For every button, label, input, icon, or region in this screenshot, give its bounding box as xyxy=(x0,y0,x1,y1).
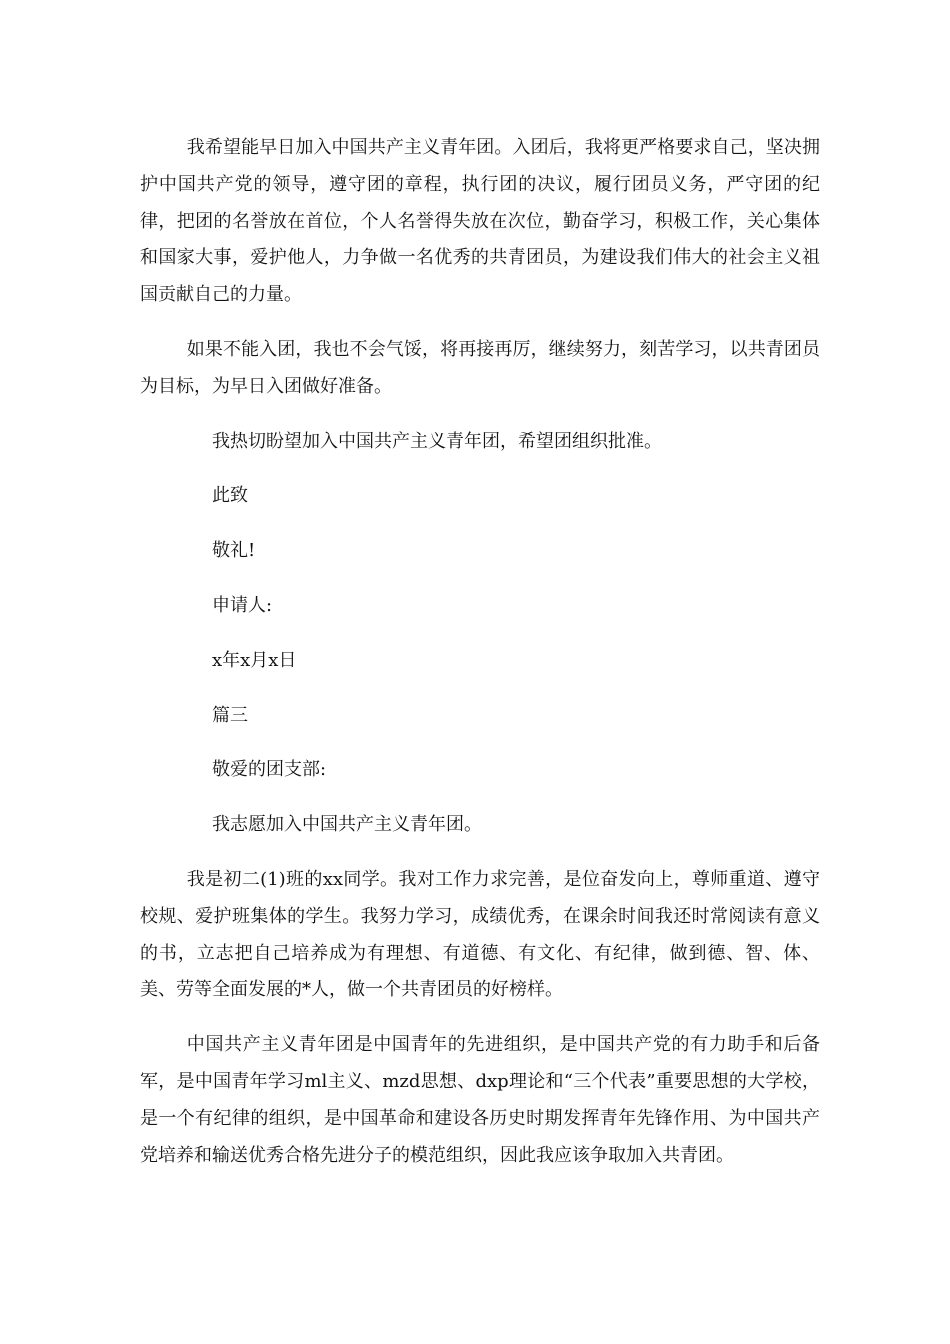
applicant-label: 申请人: xyxy=(212,594,273,616)
paragraph-eager-request: 我热切盼望加入中国共产主义青年团，希望团组织批准。 xyxy=(212,430,662,452)
section-heading: 篇三 xyxy=(212,704,248,726)
paragraph-volunteer: 我志愿加入中国共产主义青年团。 xyxy=(212,814,482,836)
closing-salutation: 此致 xyxy=(212,485,248,507)
paragraph-league-description: 中国共产主义青年团是中国青年的先进组织，是中国共产党的有力助手和后备军，是中国青年学习ml主义、mzd思想、dxp理论和“三个代表”重要思想的大学校，是一个有纪律的组织，是中国革命和建设各历史时期发挥青年先锋作用、为中国共产党培养和输送优秀合格先进分子的模范组织，因此我应该争取加入共青团。 xyxy=(140,1034,820,1166)
date-line: x年x月x日 xyxy=(212,649,297,671)
document-body xyxy=(140,130,820,1192)
closing-respect: 敬礼! xyxy=(212,540,256,562)
paragraph-self-introduction: 我是初二(1)班的xx同学。我对工作力求完善，是位奋发向上，尊师重道、遵守校规、爱护班集体的学生。我努力学习，成绩优秀，在课余时间我还时常阅读有意义的书，立志把自己培养成为有理想、有道德、有文化、有纪律，做到德、智、体、美、劳等全面发展的*人，做一个共青团员的好榜样。 xyxy=(140,868,820,1001)
paragraph-if-not-accepted: 如果不能入团，我也不会气馁，将再接再厉，继续努力，刻苦学习，以共青团员为目标，为早日入团做好准备。 xyxy=(140,338,820,397)
letter-greeting: 敬爱的团支部: xyxy=(212,759,327,781)
paragraph-join-hope: 我希望能早日加入中国共产主义青年团。入团后，我将更严格要求自己，坚决拥护中国共产党的领导，遵守团的章程，执行团的决议，履行团员义务，严守团的纪律，把团的名誉放在首位，个人名誉得失放在次位，勤奋学习，积极工作，关心集体和国家大事，爱护他人，力争做一名优秀的共青团员，为建设我们伟大的社会主义祖国贡献自己的力量。 xyxy=(140,137,820,306)
